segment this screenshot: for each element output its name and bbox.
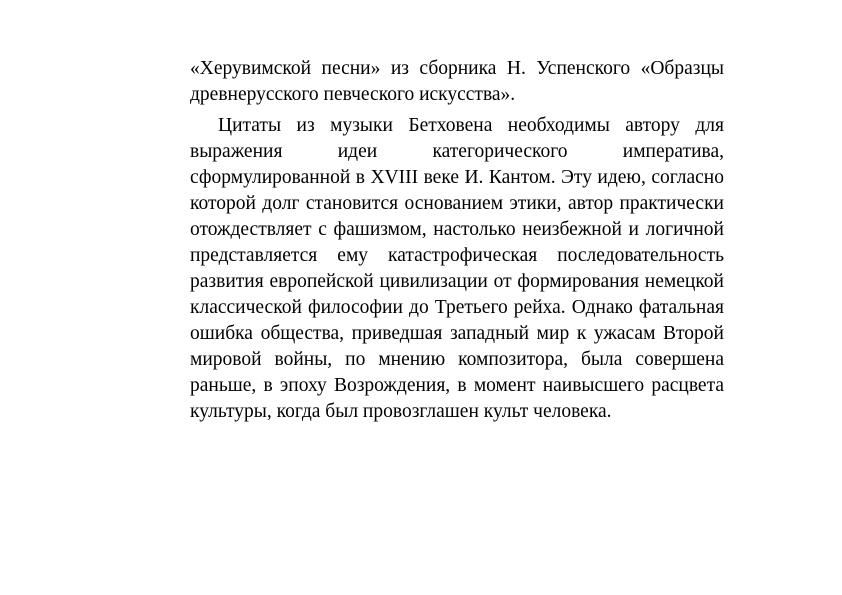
paragraph-main: Цитаты из музыки Бетховена необходимы автору для выражения идеи категорического императива, сформулированной в XVIII веке И. Кантом. Эту идею, согласно которой долг становится основанием этики, автор практически отождествляет с фашизмом, настолько неизбежной и логичной представляется ему катастрофическая последовательность развития европейской цивилизации от формирования немецкой классической философии до Третьего рейха. Однако фатальная ошибка общества, приведшая западный мир к ужасам Второй мировой войны, по мнению композитора, была совершена раньше, в эпоху Возрождения, в момент наивысшего расцвета культуры, когда был провозглашен культ человека.	[190, 115, 724, 422]
paragraph-continued: «Херувимской песни» из сборника Н. Успенского «Образцы древнерусского певческого искусства».	[190, 58, 724, 105]
text-block	[190, 56, 724, 425]
